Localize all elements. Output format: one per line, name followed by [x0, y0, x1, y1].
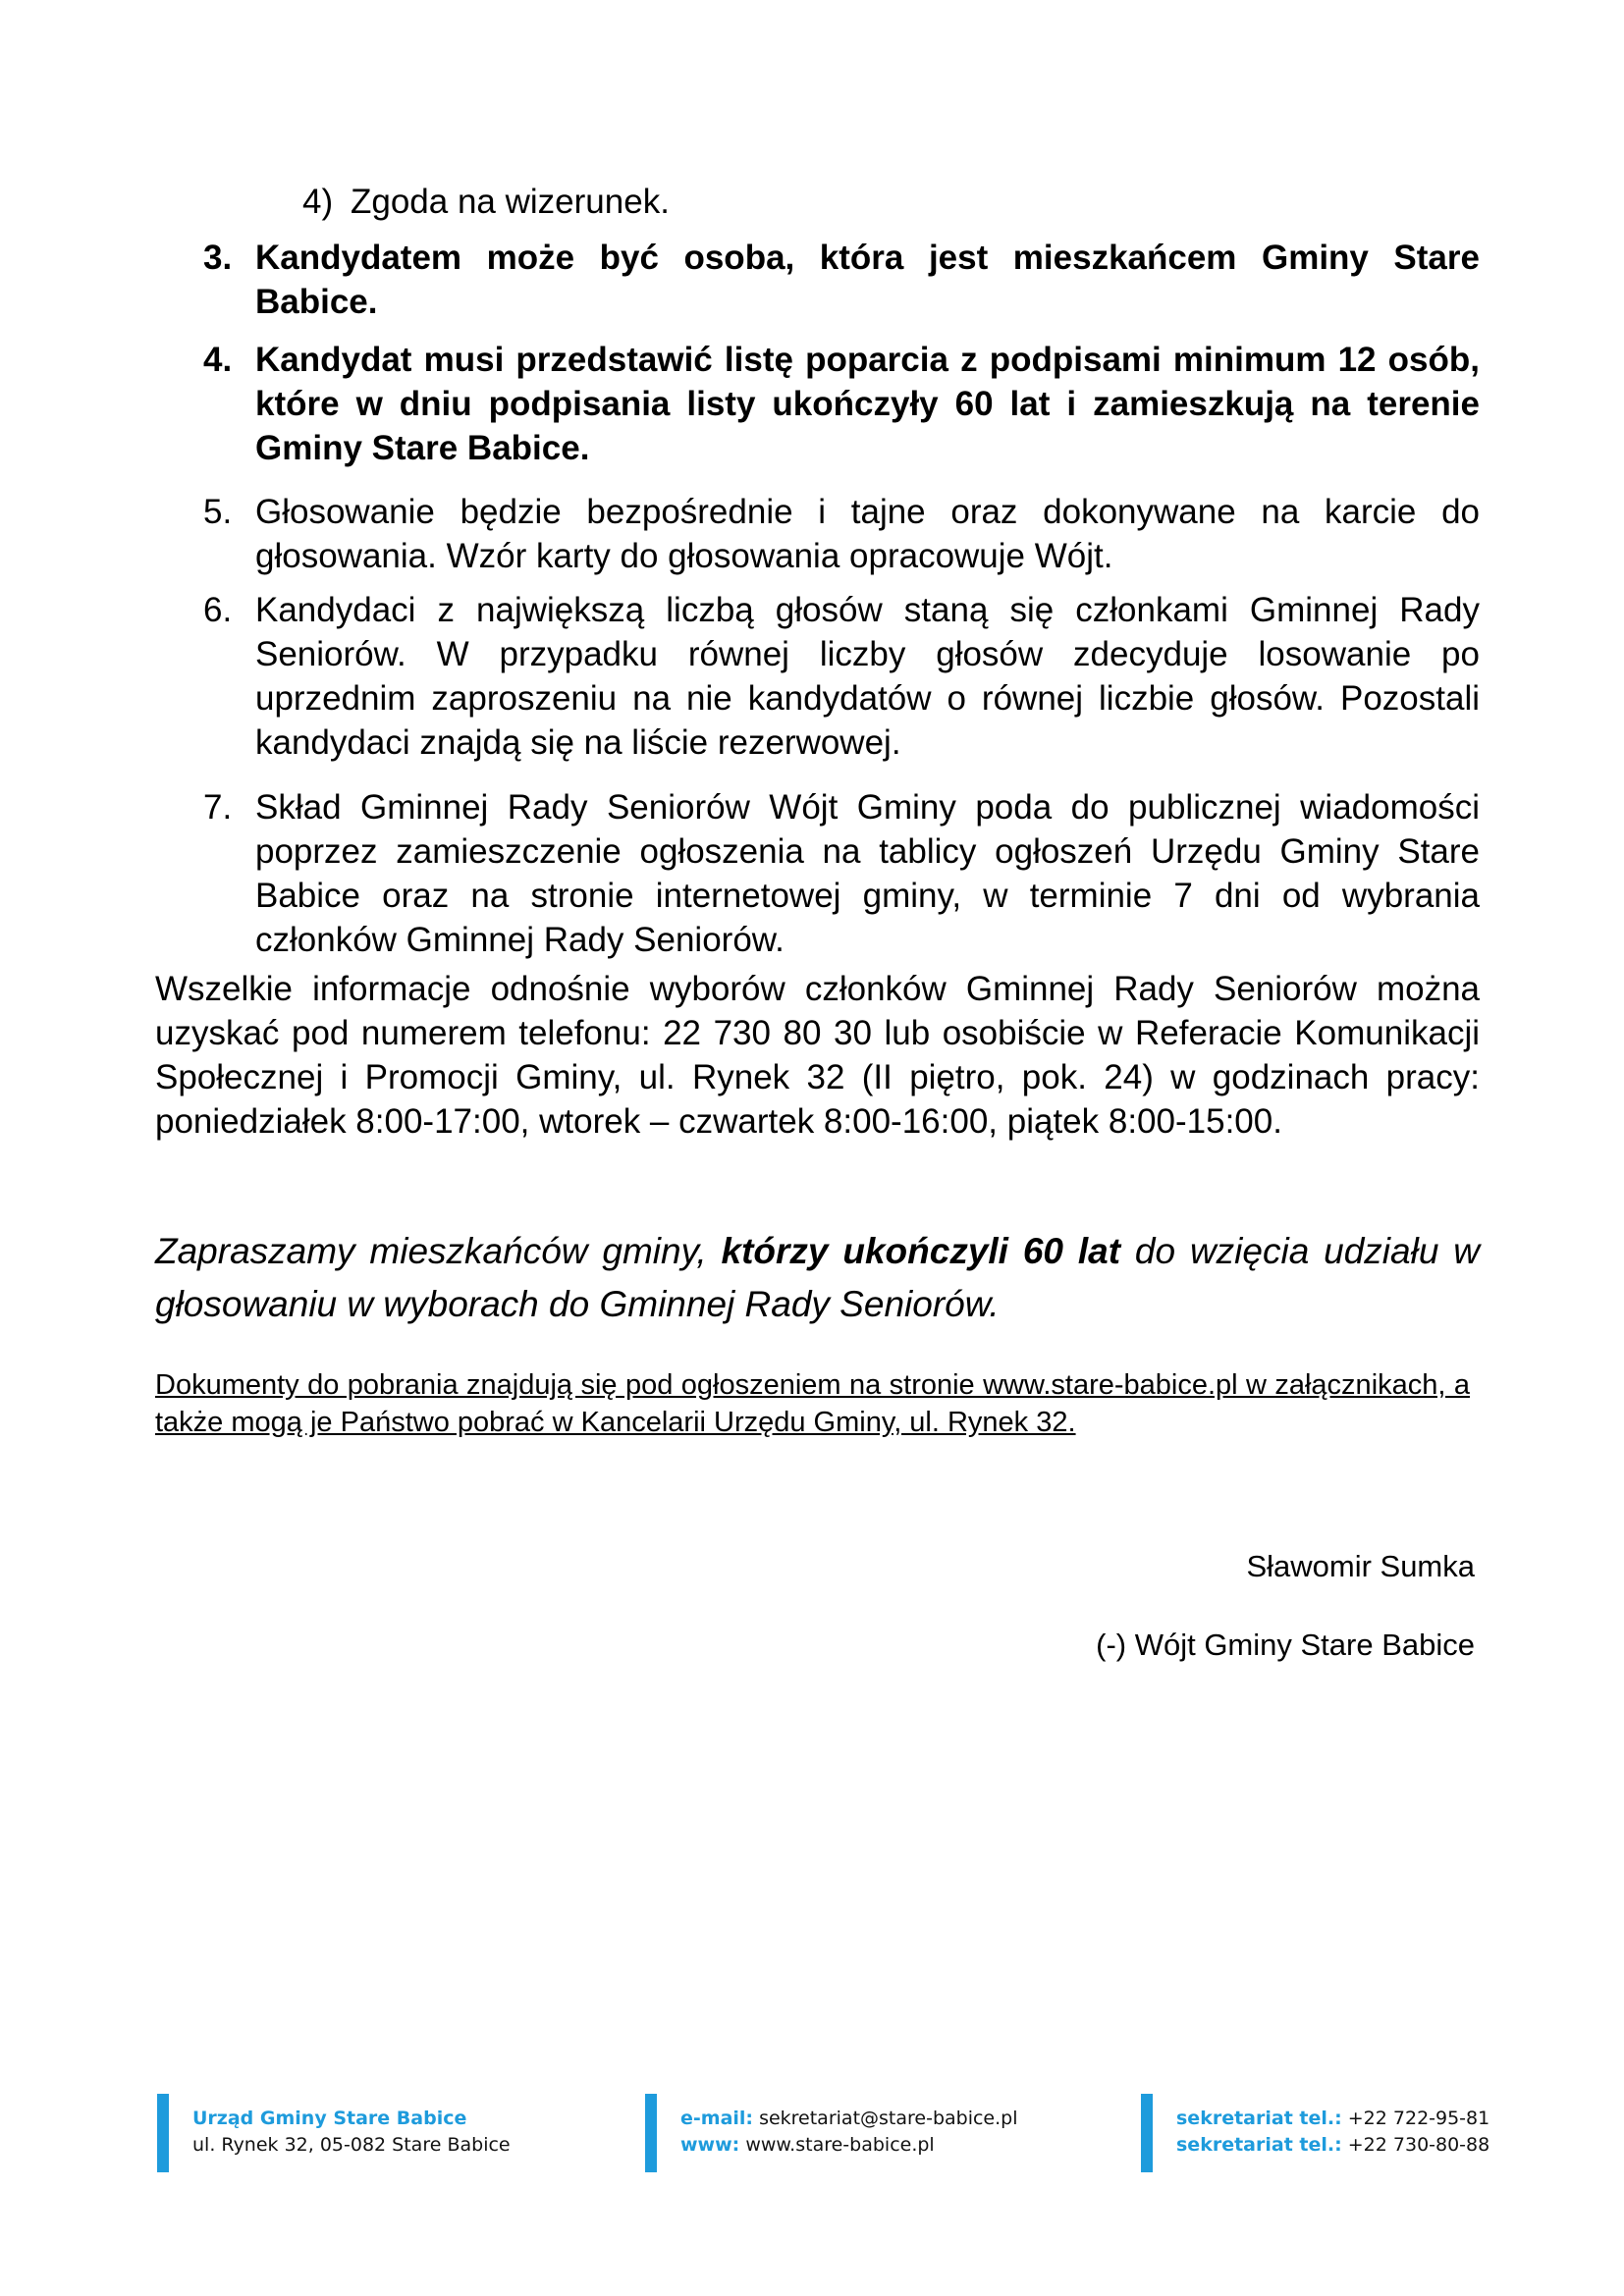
- list-item-text: Kandydat musi przedstawić listę poparcia z podpisami minimum 12 osób, które w dniu podpisania listy ukończyły 60 lat i zamieszkują na terenie Gminy Stare Babice.: [255, 341, 1480, 467]
- office-name: Urząd Gminy Stare Babice: [192, 2108, 467, 2129]
- office-address: ul. Rynek 32, 05-082 Stare Babice: [192, 2134, 511, 2156]
- documents-note: Dokumenty do pobrania znajdują się pod ogłoszeniem na stronie www.stare-babice.pl w załącznikach, a także mogą je Państwo pobrać w Kancelarii Urzędu Gminy, ul. Rynek 32.: [155, 1369, 1470, 1438]
- www-label: www:: [680, 2134, 740, 2156]
- list-item-number: 3.: [203, 239, 233, 277]
- list-item-text: Kandydaci z największą liczbą głosów staną się członkami Gminnej Rady Seniorów. W przypadku równej liczby głosów zdecyduje losowanie po uprzednim zaproszeniu na nie kandydatów o równej liczbie głosów. Pozostali kandydaci znajdą się na liście rezerwowej.: [255, 591, 1480, 762]
- footer-accent-bar: [1141, 2094, 1153, 2172]
- phone-label: sekretariat tel.:: [1176, 2108, 1342, 2129]
- invitation-paragraph: [155, 1225, 1480, 1331]
- invitation-text-bold: którzy ukończyli 60 lat: [721, 1231, 1121, 1271]
- list-item-number: 4.: [203, 341, 233, 379]
- list-item-text: Kandydatem może być osoba, która jest mieszkańcem Gminy Stare Babice.: [255, 239, 1480, 321]
- sub-item-text: Zgoda na wizerunek.: [351, 183, 670, 221]
- phone-number: +22 730-80-88: [1347, 2134, 1490, 2156]
- list-item-text: Głosowanie będzie bezpośrednie i tajne oraz dokonywane na karcie do głosowania. Wzór karty do głosowania opracowuje Wójt.: [255, 493, 1480, 575]
- invitation-text-after: do wzięcia udziału w głosowaniu w wyborach do Gminnej Rady Seniorów.: [155, 1231, 1481, 1324]
- footer-accent-bar: [645, 2094, 657, 2172]
- signature-title: (-) Wójt Gminy Stare Babice: [1096, 1628, 1475, 1662]
- email-link[interactable]: sekretariat@stare-babice.pl: [759, 2108, 1018, 2129]
- list-item-text: Skład Gminnej Rady Seniorów Wójt Gminy poda do publicznej wiadomości poprzez zamieszczenie ogłoszenia na tablicy ogłoszeń Urzędu Gminy Stare Babice oraz na stronie internetowej gminy, w terminie 7 dni od wybrania członków Gminnej Rady Seniorów.: [255, 788, 1480, 959]
- signature-name: Sławomir Sumka: [1246, 1549, 1475, 1583]
- email-label: e-mail:: [680, 2108, 754, 2129]
- phone-label: sekretariat tel.:: [1176, 2134, 1342, 2156]
- phone-number: +22 722-95-81: [1347, 2108, 1490, 2129]
- invitation-text-before: Zapraszamy mieszkańców gminy,: [155, 1231, 722, 1271]
- info-paragraph: Wszelkie informacje odnośnie wyborów członków Gminnej Rady Seniorów można uzyskać pod numerem telefonu: 22 730 80 30 lub osobiście w Referacie Komunikacji Społecznej i Promocji Gminy, ul. Rynek 32 (II piętro, pok. 24) w godzinach pracy: poniedziałek 8:00-17:00, wtorek – czwartek 8:00-16:00, piątek 8:00-15:00.: [155, 970, 1480, 1141]
- list-item-number: 7.: [203, 788, 233, 827]
- website-link[interactable]: www.stare-babice.pl: [745, 2134, 935, 2156]
- list-item-number: 5.: [203, 493, 233, 531]
- sub-item-marker: 4): [302, 183, 334, 221]
- list-item-number: 6.: [203, 591, 233, 629]
- footer-accent-bar: [157, 2094, 169, 2172]
